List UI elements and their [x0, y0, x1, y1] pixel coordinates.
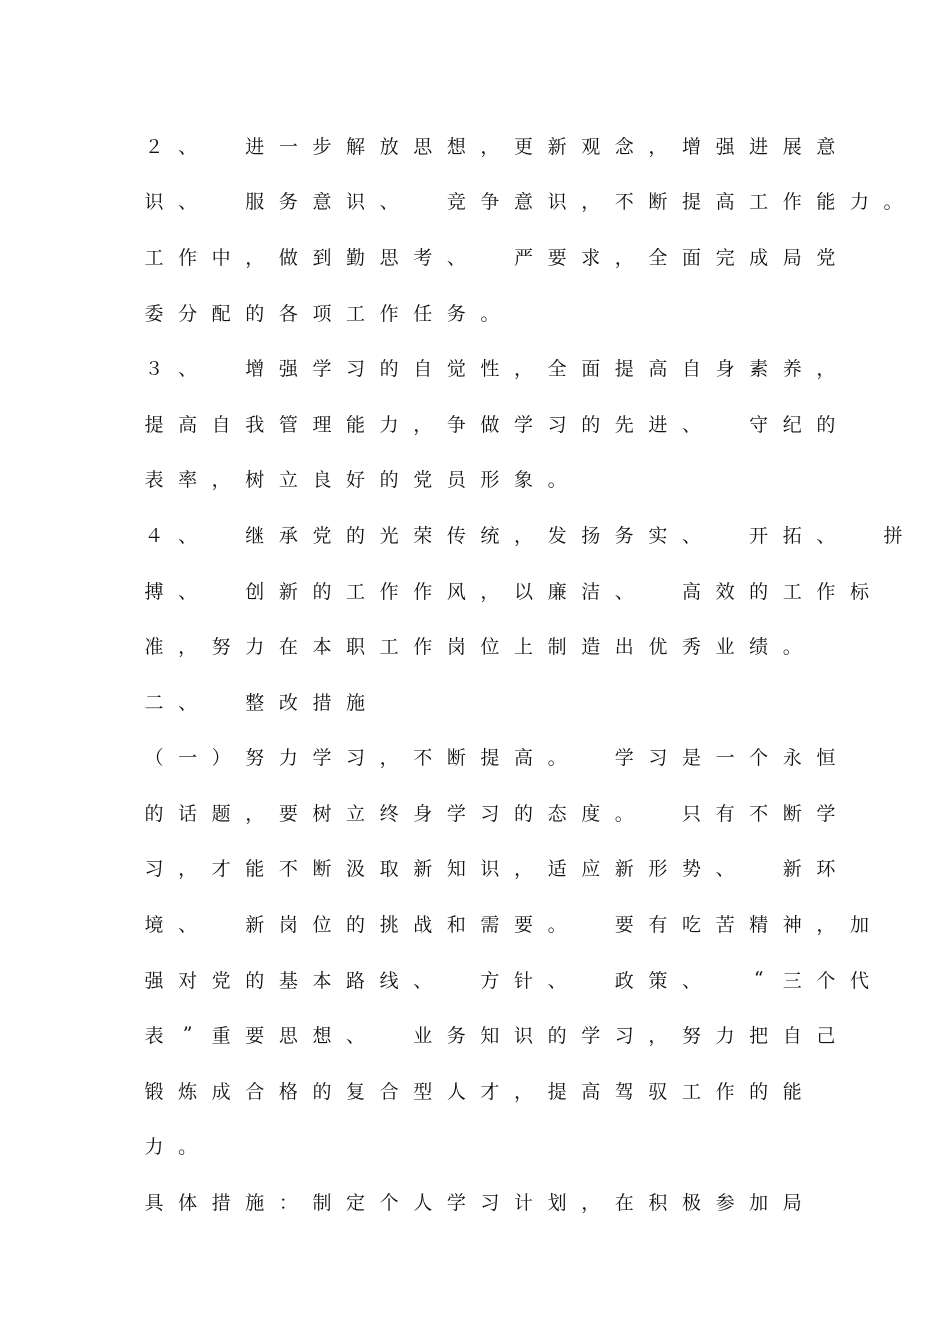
text-line: 表 率 ， 树 立 良 好 的 党 员 形 象 。 — [144, 468, 567, 491]
text-line: 委 分 配 的 各 项 工 作 任 务 。 — [144, 302, 500, 325]
text-line: 搏 、 创 新 的 工 作 作 风 ， 以 廉 洁 、 高 效 的 工 作 标 — [144, 580, 869, 603]
text-line: ４ 、 继 承 党 的 光 荣 传 统 ， 发 扬 务 实 、 开 拓 、 拼 — [144, 524, 903, 547]
text-line: 锻 炼 成 合 格 的 复 合 型 人 才 ， 提 高 驾 驭 工 作 的 能 — [144, 1080, 802, 1103]
text-line: 力 。 — [144, 1135, 198, 1158]
text-line: 准 ， 努 力 在 本 职 工 作 岗 位 上 制 造 出 优 秀 业 绩 。 — [144, 635, 802, 658]
text-line: 的 话 题 ， 要 树 立 终 身 学 习 的 态 度 。 只 有 不 断 学 — [144, 802, 836, 825]
text-line: （ 一 ） 努 力 学 习 ， 不 断 提 高 。 学 习 是 一 个 永 恒 — [144, 746, 836, 769]
text-line: 强 对 党 的 基 本 路 线 、 方 针 、 政 策 、 “ 三 个 代 — [144, 968, 869, 992]
text-line: 表 ” 重 要 思 想 、 业 务 知 识 的 学 习 ， 努 力 把 自 己 — [144, 1023, 836, 1047]
text-line: ２ 、 进 一 步 解 放 思 想 ， 更 新 观 念 ， 增 强 进 展 意 — [144, 135, 836, 158]
text-line: 提 高 自 我 管 理 能 力 ， 争 做 学 习 的 先 进 、 守 纪 的 — [144, 413, 836, 436]
text-line: 工 作 中 ， 做 到 勤 思 考 、 严 要 求 ， 全 面 完 成 局 党 — [144, 246, 836, 269]
text-line: 具 体 措 施 ： 制 定 个 人 学 习 计 划 ， 在 积 极 参 加 局 — [144, 1191, 802, 1214]
text-line: ３ 、 增 强 学 习 的 自 觉 性 ， 全 面 提 高 自 身 素 养 ， — [144, 357, 836, 380]
section-heading: 二 、 整 改 措 施 — [144, 691, 366, 714]
text-line: 识 、 服 务 意 识 、 竞 争 意 识 ， 不 断 提 高 工 作 能 力 。 — [144, 190, 903, 213]
text-line: 境 、 新 岗 位 的 挑 战 和 需 要 。 要 有 吃 苦 精 神 ， 加 — [144, 913, 869, 936]
text-line: 习 ， 才 能 不 断 汲 取 新 知 识 ， 适 应 新 形 势 、 新 环 — [144, 857, 836, 880]
